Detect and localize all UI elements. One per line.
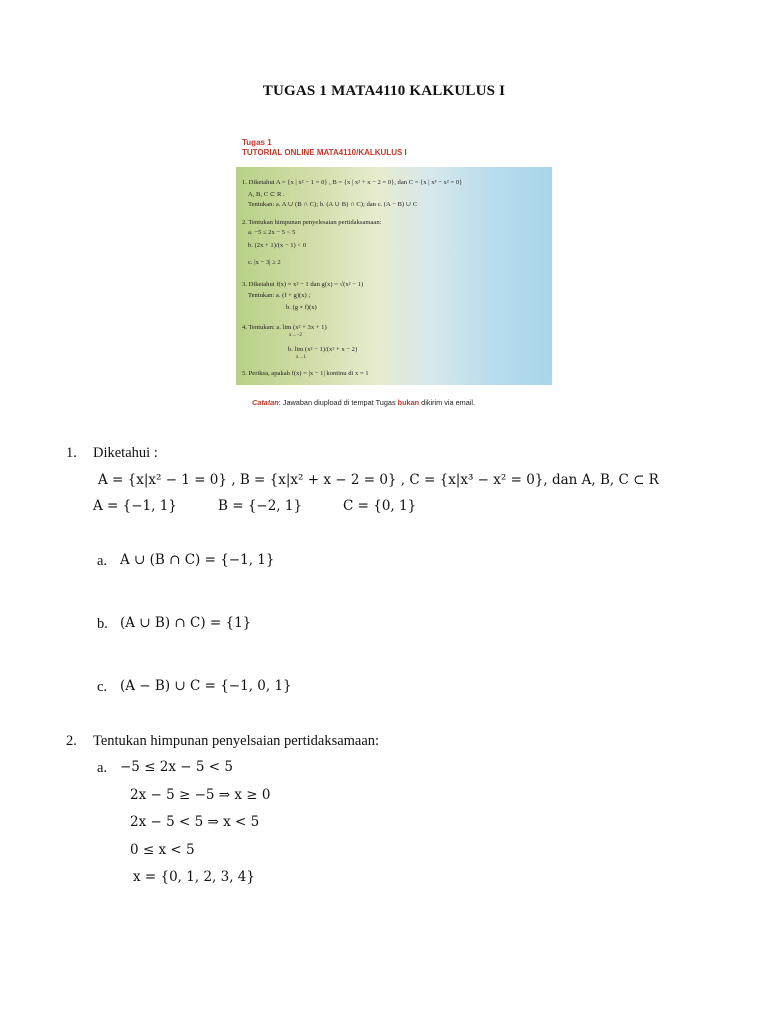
q2a-step-3: 0 ≤ x < 5 xyxy=(130,842,195,858)
card-line: Tentukan: a. A ∪ (B ∩ C); b. (A ∪ B) ∩ C); dan c. (A − B) ∪ C xyxy=(248,201,418,208)
card-note xyxy=(252,398,475,407)
question-panel xyxy=(236,167,552,385)
assignment-image xyxy=(236,134,554,414)
card-header-line-2: TUTORIAL ONLINE MATA4110/KALKULUS I xyxy=(242,148,407,157)
card-line: Tentukan: a. (f + g)(x) ; xyxy=(248,292,311,299)
q1-set-c: C = {0, 1} xyxy=(343,498,417,514)
q1-number: 1. xyxy=(66,445,77,461)
q1-set-b: B = {−2, 1} xyxy=(218,498,303,514)
q2a-solution: x = {0, 1, 2, 3, 4} xyxy=(133,869,255,885)
q2-label: Tentukan himpunan penyelsaian pertidaksamaan: xyxy=(93,733,380,749)
q2a-step-2: 2x − 5 < 5 ⇒ x < 5 xyxy=(130,814,260,830)
q1b-label: b. xyxy=(97,616,108,632)
q1b-answer: (A ∪ B) ∩ C) = {1} xyxy=(120,615,252,631)
card-line: A, B, C ⊂ R . xyxy=(248,191,285,198)
q1-sets-definition: A = {x|x² − 1 = 0} , B = {x|x² + x − 2 = 0} , C = {x|x³ − x² = 0}, dan A, B, C ⊂ R xyxy=(98,472,659,488)
card-line: 1. Diketahui A = {x | x² − 1 = 0} , B = {x | x² + x − 2 = 0}, dan C = {x | x³ − x² = 0} xyxy=(242,179,463,186)
card-line: 3. Diketahui f(x) = x² − 1 dan g(x) = √(x² − 1) xyxy=(242,281,364,288)
q1-label: Diketahui : xyxy=(93,445,158,461)
card-line: b. lim (x² − 1)/(x² + x − 2) xyxy=(288,346,358,353)
document-title: TUGAS 1 MATA4110 KALKULUS I xyxy=(262,83,506,99)
card-header xyxy=(242,138,407,158)
q2a-label: a. xyxy=(97,760,108,776)
card-header-line-1: Tugas 1 xyxy=(242,138,272,147)
card-line: 2. Tentukan himpunan penyelesaian pertidaksamaan: xyxy=(242,219,382,226)
q2a-inequality: −5 ≤ 2x − 5 < 5 xyxy=(120,759,233,775)
card-line: c. |x − 3| ≥ 2 xyxy=(248,259,281,266)
q1a-label: a. xyxy=(97,553,108,569)
q2-number: 2. xyxy=(66,733,77,749)
q1-set-a: A = {−1, 1} xyxy=(93,498,177,514)
q1a-answer: A ∪ (B ∩ C) = {−1, 1} xyxy=(120,552,275,568)
note-label: Catatan xyxy=(252,398,279,407)
card-line: x→1 xyxy=(296,355,306,360)
card-line: x→−2 xyxy=(289,333,302,338)
note-emphasis: bukan xyxy=(397,398,420,407)
card-line: b. (g ∘ f)(x) xyxy=(286,304,317,311)
q1c-answer: (A − B) ∪ C = {−1, 0, 1} xyxy=(120,678,292,694)
card-line: b. (2x + 1)/(x − 1) < 0 xyxy=(248,242,307,249)
note-text: : Jawaban diupload di tempat Tugas xyxy=(278,398,398,407)
note-text-end: dikirim via email. xyxy=(419,398,476,407)
card-line: 4. Tentukan: a. lim (x² + 3x + 1) xyxy=(242,324,327,331)
card-line: 5. Periksa, apakah f(x) = |x − 1| kontinu di x = 1 xyxy=(242,370,369,377)
q2a-step-1: 2x − 5 ≥ −5 ⇒ x ≥ 0 xyxy=(130,787,271,803)
q1c-label: c. xyxy=(97,679,108,695)
card-line: a. −5 ≤ 2x − 5 < 5 xyxy=(248,229,296,236)
